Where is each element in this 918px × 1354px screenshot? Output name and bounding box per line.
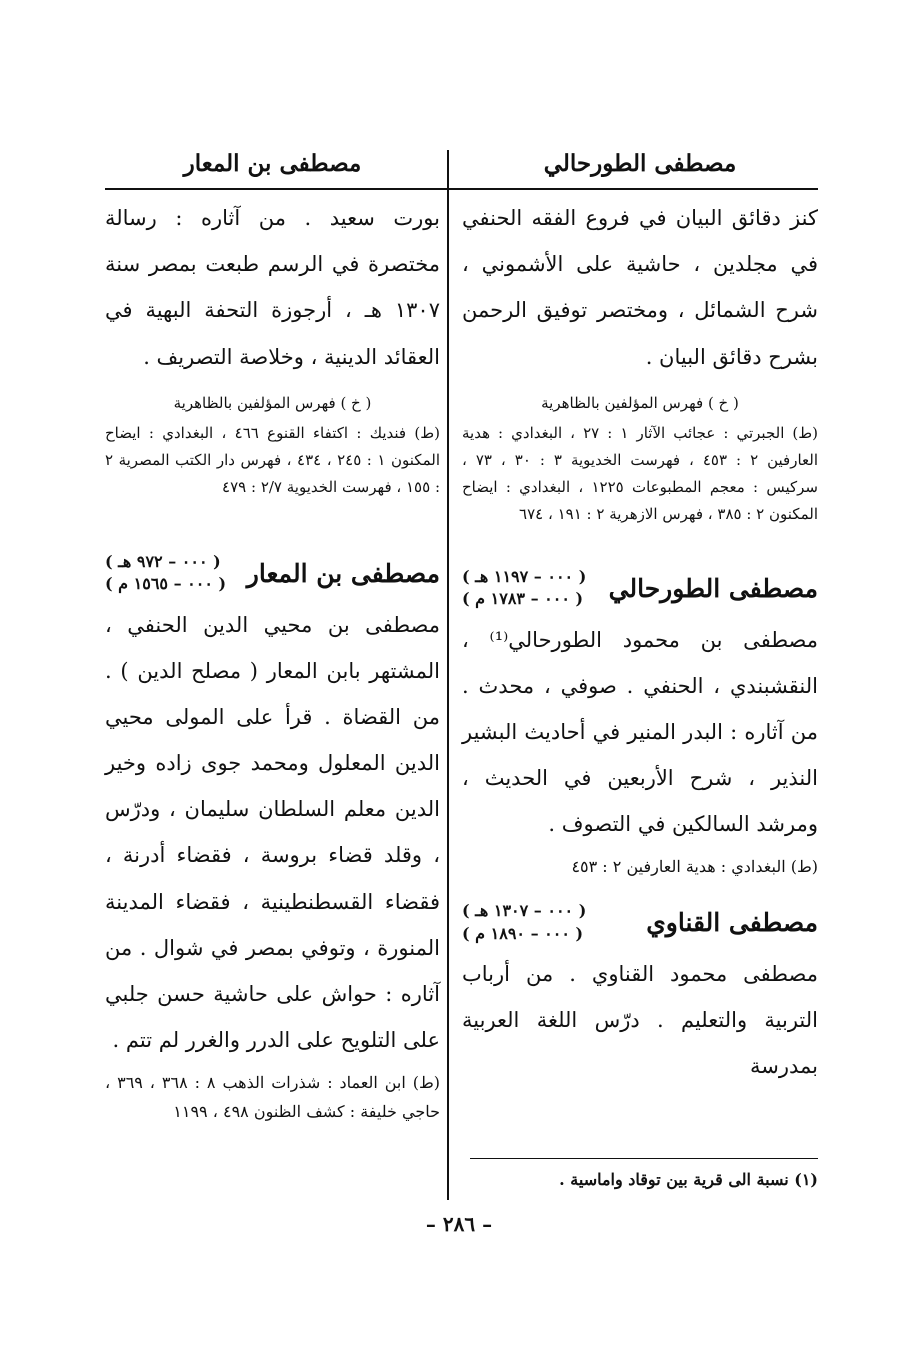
entry-text: مصطفى محمود القناوي . من أرباب التربية والتعليم . درّس اللغة العربية بمدرسة bbox=[462, 962, 818, 1079]
entry-date-hijri: ( ٠٠٠ – ١٣٠٧ هـ ) bbox=[462, 901, 587, 921]
header-right: مصطفى الطورحالي bbox=[543, 150, 737, 177]
left-source: ( خ ) فهرس المؤلفين بالظاهرية bbox=[173, 393, 372, 412]
left-intro-text: بورت سعيد . من آثاره : رسالة مختصرة في الرسم طبعت بمصر سنة ١٣٠٧ هـ ، أرجوزة التحفة البهية في العقائد الدينية ، وخلاصة التصريف . bbox=[105, 206, 440, 369]
entry-refs: (ط) ابن العماد : شذرات الذهب ٨ : ٣٦٨ ، ٣٦٩ ، حاجي خليفة : كشف الظنون ٤٩٨ ، ١١٩٩ bbox=[105, 1073, 441, 1122]
entry-name: مصطفى القناوي bbox=[646, 908, 818, 938]
entry-heading-qinawi bbox=[462, 900, 818, 945]
entry-text: مصطفى بن محيي الدين الحنفي ، المشتهر بابن المعار ( مصلح الدين ) . من القضاة . قرأ على المولى محيي الدين المعلول ومحمد جوى زاده وخير الدين معلم السلطان سليمان ، ودرّس ، وقلد قضاء بروسة ، فقضاء أدرنة ، فقضاء القسطنطينية ، فقضاء المدينة المنورة ، وتوفي بمصر في شوال . من آثاره : حواش على حاشية حسن جلبي على التلويح على الدرر والغرر لم تتم . bbox=[105, 612, 440, 1053]
entry-heading-tourhali bbox=[462, 566, 818, 611]
right-refs: (ط) الجبرتي : عجائب الآثار ١ : ٢٧ ، البغدادي : هدية العارفين ٢ : ٤٥٣ ، فهرست الخديوية ٣ : ٣٠ ، ٧٣ ، سركيس : معجم المطبوعات ١٢٢٥ ، البغدادي : ايضاح المكنون ٢ : ٣٨٥ ، فهرس الازهرية ٢ : ١٩١ ، ٦٧٤ bbox=[462, 423, 819, 523]
entry-date-gregorian: ( ٠٠٠ – ١٥٦٥ م ) bbox=[105, 574, 227, 594]
column-divider bbox=[447, 150, 449, 1200]
left-column bbox=[105, 195, 440, 1127]
right-intro-text: كنز دقائق البيان في فروع الفقه الحنفي في مجلدين ، حاشية على الأشموني ، شرح الشمائل ، ومختصر توفيق الرحمن بشرح دقائق البيان . bbox=[462, 206, 818, 369]
left-refs: (ط) فنديك : اكتفاء القنوع ٤٦٦ ، البغدادي : ايضاح المكنون ١ : ٢٤٥ ، ٤٣٤ ، فهرس دار الكتب المصرية ٢ : ١٥٥ ، فهرست الخديوية ٢/٧ : ٤٧٩ bbox=[105, 423, 440, 496]
entry-name: مصطفى الطورحالي bbox=[608, 573, 818, 603]
right-column bbox=[462, 195, 818, 1096]
right-source: ( خ ) فهرس المؤلفين بالظاهرية bbox=[541, 393, 739, 412]
entry-date-hijri: ( ٠٠٠ – ٩٧٢ هـ ) bbox=[105, 551, 221, 571]
entry-refs: (ط) البغدادي : هدية العارفين ٢ : ٤٥٣ bbox=[571, 857, 818, 877]
entry-dates bbox=[462, 900, 586, 945]
entry-date-gregorian: ( ٠٠٠ – ١٧٨٣ م ) bbox=[462, 589, 584, 609]
entry-date-hijri: ( ٠٠٠ – ١١٩٧ هـ ) bbox=[462, 566, 587, 586]
footnote-rule bbox=[470, 1158, 818, 1159]
entry-heading-ibn-maar bbox=[105, 551, 440, 596]
entry-text: مصطفى بن محمود الطورحالي⁽¹⁾ ، النقشبندي ، الحنفي . صوفي ، محدث . من آثاره : البدر المنير في أحاديث البشير النذير ، شرح الأربعين في الحديث ، ومرشد السالكين في التصوف . bbox=[462, 627, 818, 837]
header-left: مصطفى بن المعار bbox=[183, 150, 362, 177]
entry-date-gregorian: ( ٠٠٠ – ١٨٩٠ م ) bbox=[462, 923, 584, 943]
entry-name: مصطفى بن المعار bbox=[246, 558, 440, 588]
entry-dates bbox=[105, 551, 226, 596]
header-rule bbox=[105, 188, 818, 190]
entry-dates bbox=[462, 566, 586, 611]
footnote: (١) نسبة الى قرية بين توقاد واماسية . bbox=[559, 1170, 818, 1189]
page-number: – ٢٨٦ – bbox=[425, 1212, 493, 1236]
